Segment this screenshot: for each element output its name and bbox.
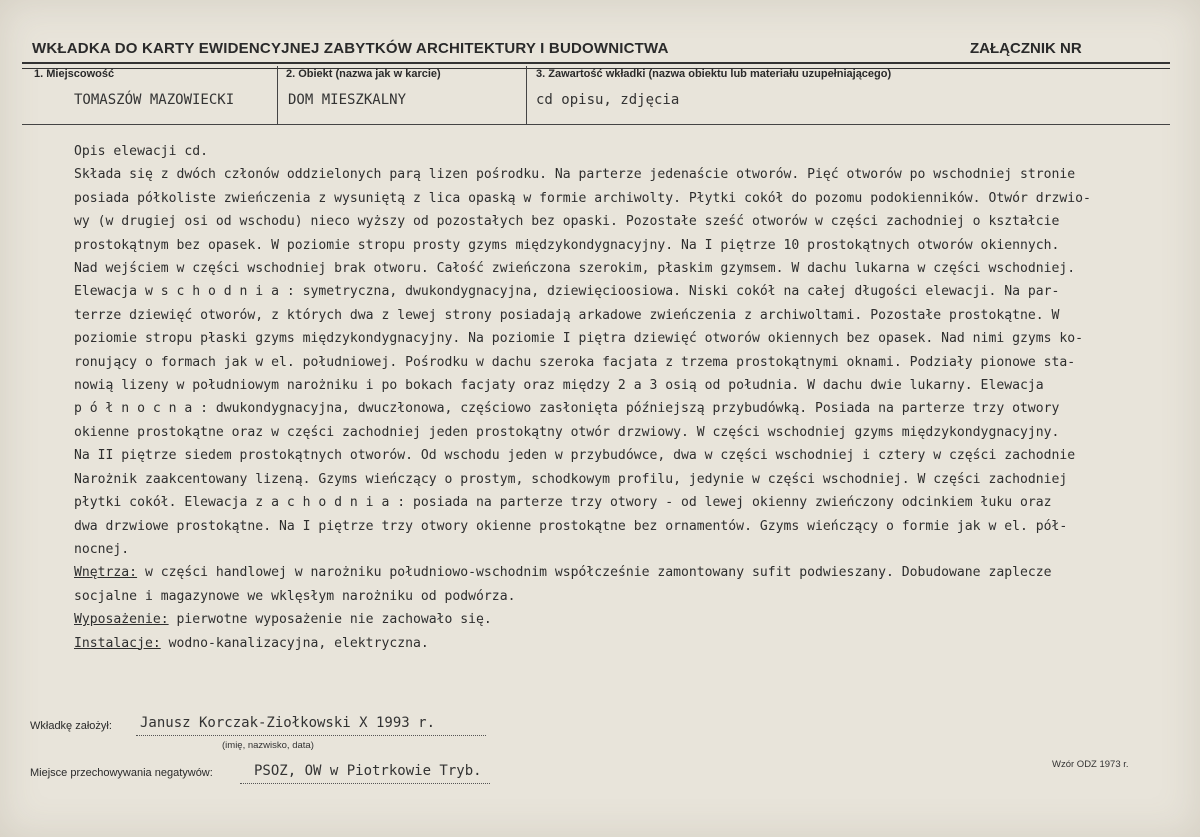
field-object-value: DOM MIESZKALNY — [288, 92, 407, 108]
body-line: poziomie stropu płaski gzyms międzykondygnacyjny. Na poziomie I piętra dziewięć otworów okiennych bez opasek. Nad nimi gzyms ko- — [74, 331, 1084, 347]
field-content-value: cd opisu, zdjęcia — [536, 92, 680, 108]
author-caption: (imię, nazwisko, data) — [222, 740, 314, 751]
body-line: okienne prostokątne oraz w części zachodniej jeden prostokątny otwór drzwiowy. W części wschodniej gzyms międzykondygnacyjny. — [74, 424, 1060, 440]
installations-text: wodno-kanalizacyjna, elektryczna. — [160, 635, 429, 651]
body-line: Nad wejściem w części wschodniej brak otworu. Całość zwieńczona szerokim, płaskim gzymsem. W dachu lukarna w części wschodniej. — [74, 261, 1076, 277]
equipment-label: Wyposażenie: — [74, 612, 169, 628]
body-line: dwa drzwiowe prostokątne. Na I piętrze trzy otwory okienne prostokątne bez ornamentów. Gzyms wieńczący o formie jak w el. pół- — [74, 518, 1068, 534]
field-object-label: 2. Obiekt (nazwa jak w karcie) — [286, 68, 441, 80]
storage-label: Miejsce przechowywania negatywów: — [30, 767, 213, 779]
storage-value: PSOZ, OW w Piotrkowie Tryb. — [254, 763, 482, 779]
form-title: WKŁADKA DO KARTY EWIDENCYJNEJ ZABYTKÓW ARCHITEKTURY I BUDOWNICTWA — [32, 40, 669, 57]
installations-line — [74, 632, 1154, 655]
body-line: Opis elewacji cd. — [74, 144, 209, 159]
field-content-label: 3. Zawartość wkładki (nazwa obiektu lub materiału uzupełniającego) — [536, 68, 892, 80]
body-line: Narożnik zaakcentowany lizeną. Gzyms wieńczący o prostym, schodkowym profilu, jedynie w części wschodniej. W części zachodniej — [74, 471, 1068, 487]
equipment-line — [74, 608, 1154, 631]
body-line: p ó ł n o c n a : dwukondygnacyjna, dwuczłonowa, częściowo zasłonięta późniejszą przybudówką. Posiada na parterze trzy otwory — [74, 401, 1060, 417]
author-dotted-line — [136, 735, 486, 736]
equipment-text: pierwotne wyposażenie nie zachowało się. — [168, 612, 492, 628]
body-line: Składa się z dwóch członów oddzielonych parą lizen pośrodku. Na parterze jedenaście otworów. Pięć otworów po wschodniej stronie — [74, 167, 1076, 183]
interiors-label: Wnętrza: — [74, 565, 138, 581]
annex-label: ZAŁĄCZNIK NR — [970, 40, 1082, 57]
body-line: ronujący o formach jak w el. południowej. Pośrodku w dachu szeroka facjata z trzema prostokątnymi oknami. Podziały pionowe sta- — [74, 354, 1076, 370]
field-divider — [526, 66, 527, 124]
body-line: płytki cokół. Elewacja z a c h o d n i a : posiada na parterze trzy otwory - od lewej okienny zwieńczony odcinkiem łuku oraz — [74, 495, 1052, 511]
interiors-text: w części handlowej w narożniku południowo-wschodnim współcześnie zamontowany sufit podwieszany. Dobudowane zaplecze — [137, 565, 1052, 581]
field-locality-label: 1. Miejscowość — [34, 68, 115, 80]
body-line: prostokątnym bez opasek. W poziomie stropu prosty gzyms międzykondygnacyjny. Na I piętrze 10 prostokątnych otworów okiennych. — [74, 237, 1060, 253]
author-value: Janusz Korczak-Ziołkowski X 1993 r. — [140, 715, 436, 731]
interiors-line-2: socjalne i magazynowe we wklęsłym narożniku od podwórza. — [74, 588, 516, 604]
field-locality-value: TOMASZÓW MAZOWIECKI — [74, 92, 235, 108]
author-label: Wkładkę założył: — [30, 720, 112, 732]
storage-dotted-line — [240, 783, 490, 784]
body-line: terrze dziewięć otworów, z których dwa z lewej strony posiadają arkadowe zwieńczenia z archiwoltami. Pozostałe prostokątne. W — [74, 307, 1060, 323]
body-line: wy (w drugiej osi od wschodu) nieco wyższy od pozostałych bez opaski. Pozostałe sześć otworów w części zachodniej o kształcie — [74, 214, 1060, 230]
form-code: Wzór ODZ 1973 r. — [1052, 759, 1129, 770]
description-body — [74, 140, 1154, 655]
interiors-line — [74, 561, 1154, 584]
body-line: posiada półkoliste zwieńczenia z wysuniętą z lica opaską w formie archiwolty. Płytki cokół do pozomu podokienników. Otwór drzwio- — [74, 190, 1091, 206]
fields-bottom-rule — [22, 124, 1170, 125]
installations-label: Instalacje: — [74, 635, 161, 651]
body-line: Na II piętrze siedem prostokątnych otworów. Od wschodu jeden w przybudówce, dwa w części wschodniej i cztery w części zachodnie — [74, 448, 1076, 464]
field-divider — [277, 66, 278, 124]
body-line: nowią lizeny w południowym narożniku i po bokach facjaty oraz między 2 a 3 osią od południa. W dachu dwie lukarny. Elewacja — [74, 378, 1044, 394]
body-line: nocnej. — [74, 541, 130, 557]
body-line: Elewacja w s c h o d n i a : symetryczna, dwukondygnacyjna, dziewięcioosiowa. Niski cokół na całej długości elewacji. Na par- — [74, 284, 1060, 300]
